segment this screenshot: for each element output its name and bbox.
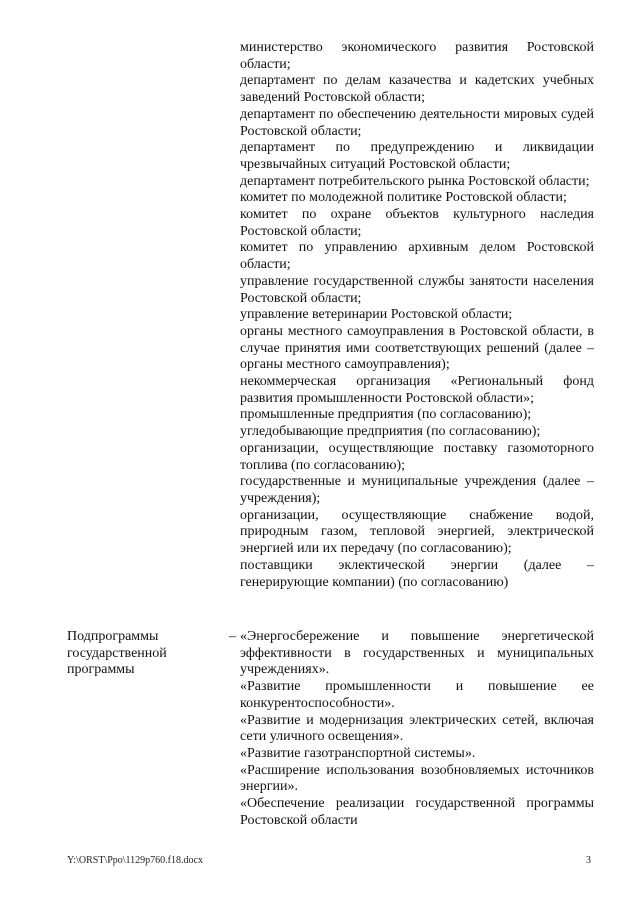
participant-item: угледобывающие предприятия (по согласованию); — [240, 424, 541, 440]
participant-item: министерство экономического развития Ростовской области; — [240, 40, 594, 72]
subprograms-dash: – — [229, 629, 236, 644]
participant-item: департамент по обеспечению деятельности мировых судей Ростовской области; — [240, 106, 594, 139]
subprograms-list — [240, 629, 594, 829]
participants-list — [240, 40, 594, 591]
participant-item: управление государственной службы занятости населения Ростовской области; — [240, 273, 594, 306]
participant-item: поставщики эклектической энергии (далее – генерирующие компании) (по согласованию) — [240, 557, 594, 590]
participant-item: комитет по охране объектов культурного наследия Ростовской области; — [240, 207, 594, 239]
footer-page-number: 3 — [586, 855, 591, 866]
participant-item: организации, осуществляющие снабжение водой, природным газом, тепловой энергией, электрической энергией или их передачу (по согласованию); — [240, 507, 594, 557]
participant-item: органы местного самоуправления в Ростовской области, в случае принятия ими соответствующих решений (далее – органы местного самоуправления); — [240, 323, 594, 373]
subprogram-item: «Расширение использования возобновляемых источников энергии». — [240, 762, 594, 795]
subprogram-item: «Развитие и модернизация электрических сетей, включая сети уличного освещения». — [240, 712, 594, 745]
participant-item: государственные и муниципальные учреждения (далее – учреждения); — [240, 474, 594, 506]
subprogram-item: «Обеспечение реализации государственной программы Ростовской области — [240, 796, 594, 828]
participant-item: департамент потребительского рынка Ростовской области; — [240, 173, 590, 189]
participant-item: промышленные предприятия (по согласованию); — [240, 407, 532, 423]
footer-file-path: Y:\ORST\Ppo\1129p760.f18.docx — [67, 855, 203, 866]
participant-item: комитет по управлению архивным делом Ростовской области; — [240, 240, 594, 273]
participant-item: организации, осуществляющие поставку газомоторного топлива (по согласованию); — [240, 440, 594, 473]
subprogram-item: «Энергосбережение и повышение энергетической эффективности в государственных и муниципальных учреждениях». — [240, 629, 594, 678]
participant-item: департамент по делам казачества и кадетских учебных заведений Ростовской области; — [240, 73, 594, 106]
participant-item: комитет по молодежной политике Ростовской области; — [240, 190, 567, 206]
participant-item: некоммерческая организация «Региональный фонд развития промышленности Ростовской области»; — [240, 374, 594, 406]
subprograms-label: Подпрограммы государственной программы — [67, 629, 167, 678]
subprogram-item: «Развитие газотранспортной системы». — [240, 745, 476, 761]
participant-item: департамент по предупреждению и ликвидации чрезвычайных ситуаций Ростовской области; — [240, 140, 594, 172]
participant-item: управление ветеринарии Ростовской области; — [240, 307, 513, 323]
subprogram-item: «Развитие промышленности и повышение ее конкурентоспособности». — [240, 679, 594, 711]
